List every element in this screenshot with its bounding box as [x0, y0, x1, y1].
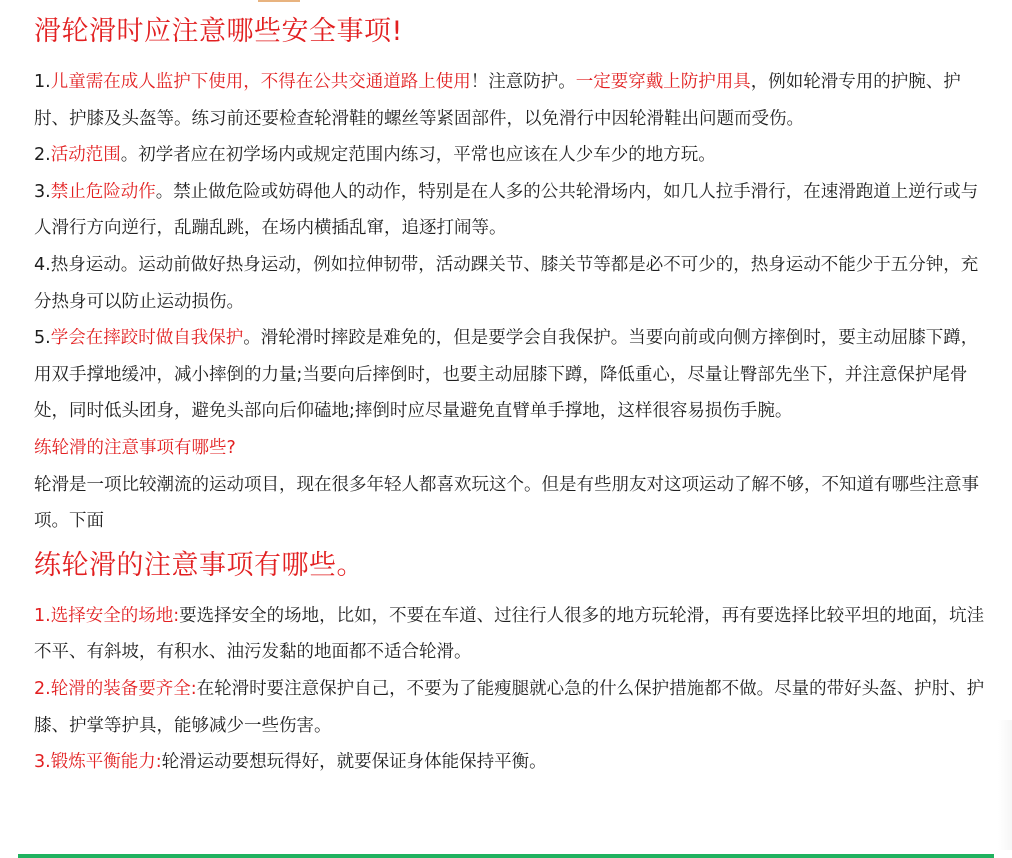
- tip-1-text: 要选择安全的场地，比如，不要在车道、过往行人很多的地方玩轮滑，再有要选择比较平坦的地面，坑洼不平、有斜坡，有积水、油污发黏的地面都不适合轮滑。: [34, 605, 985, 663]
- tip-1: [34, 598, 994, 671]
- item-3-number: 3.: [34, 181, 51, 202]
- item-1-text-2: ，例如轮滑专用的护腕、护肘、护膝及头盔等。练习前还要检查轮滑鞋的螺丝等紧固部件，以免滑行中因轮滑鞋出问题而受伤。: [34, 72, 961, 129]
- sub-question: 练轮滑的注意事项有哪些?: [34, 437, 236, 458]
- item-5: [34, 320, 994, 430]
- tip-2-heading: 2.轮滑的装备要齐全:: [34, 678, 197, 699]
- tip-2-text: 在轮滑时要注意保护自己，不要为了能瘦腿就心急的什么保护措施都不做。尽量的带好头盔、护肘、护膝、护掌等护具，能够减少一些伤害。: [34, 678, 985, 736]
- item-1-text: ！注意防护。: [470, 72, 576, 92]
- top-accent-line: [258, 0, 300, 2]
- tip-2: [34, 671, 994, 744]
- item-2: [34, 137, 994, 174]
- tip-3-text: 轮滑运动要想玩得好，就要保证身体能保持平衡。: [161, 752, 547, 773]
- item-5-text: 。滑轮滑时摔跤是难免的，但是要学会自我保护。当要向前或向侧方摔倒时，要主动屈膝下蹲，用双手撑地缓冲，减小摔倒的力量;当要向后摔倒时，也要主动屈膝下蹲，降低重心，尽量让臀部先坐下，并注意保护尾骨处，同时低头团身，避免头部向后仰磕地;摔倒时应尽量避免直臂单手撑地，这样很容易损伤手腕。: [34, 328, 979, 422]
- item-1-number: 1.: [34, 72, 51, 92]
- bottom-divider: [18, 854, 994, 858]
- tip-3: [34, 744, 994, 781]
- item-1-highlight: 儿童需在成人监护下使用，不得在公共交通道路上使用: [50, 72, 471, 92]
- item-2-number: 2.: [34, 145, 51, 166]
- page-title: 滑轮滑时应注意哪些安全事项!: [34, 16, 403, 47]
- item-2-text: 。初学者应在初学场内或规定范围内练习，平常也应该在人少车少的地方玩。: [120, 145, 716, 166]
- item-4: 4.热身运动。运动前做好热身运动，例如拉伸韧带，活动踝关节、膝关节等都是必不可少的，热身运动不能少于五分钟，充分热身可以防止运动损伤。: [34, 254, 979, 312]
- article: [34, 8, 994, 781]
- section-title: 练轮滑的注意事项有哪些。: [34, 549, 364, 581]
- intro-paragraph: 轮滑是一项比较潮流的运动项目，现在很多年轻人都喜欢玩这个。但是有些朋友对这项运动了解不够，不知道有哪些注意事项。下面: [34, 474, 979, 532]
- right-edge-shade: [998, 720, 1012, 850]
- item-2-highlight: 活动范围: [50, 145, 121, 166]
- item-5-number: 5.: [34, 328, 51, 349]
- item-3: [34, 174, 994, 247]
- item-3-highlight: 禁止危险动作: [50, 181, 156, 202]
- item-1-highlight-2: 一定要穿戴上防护用具: [575, 72, 751, 92]
- item-3-text: 。禁止做危险或妨碍他人的动作，特别是在人多的公共轮滑场内，如几人拉手滑行，在速滑跑道上逆行或与人滑行方向逆行，乱蹦乱跳，在场内横插乱窜，追逐打闹等。: [34, 181, 979, 239]
- tip-1-heading: 1.选择安全的场地:: [34, 605, 180, 626]
- tip-3-heading: 3.锻炼平衡能力:: [34, 752, 162, 773]
- item-5-highlight: 学会在摔跤时做自我保护: [50, 328, 244, 349]
- item-1: [34, 64, 994, 137]
